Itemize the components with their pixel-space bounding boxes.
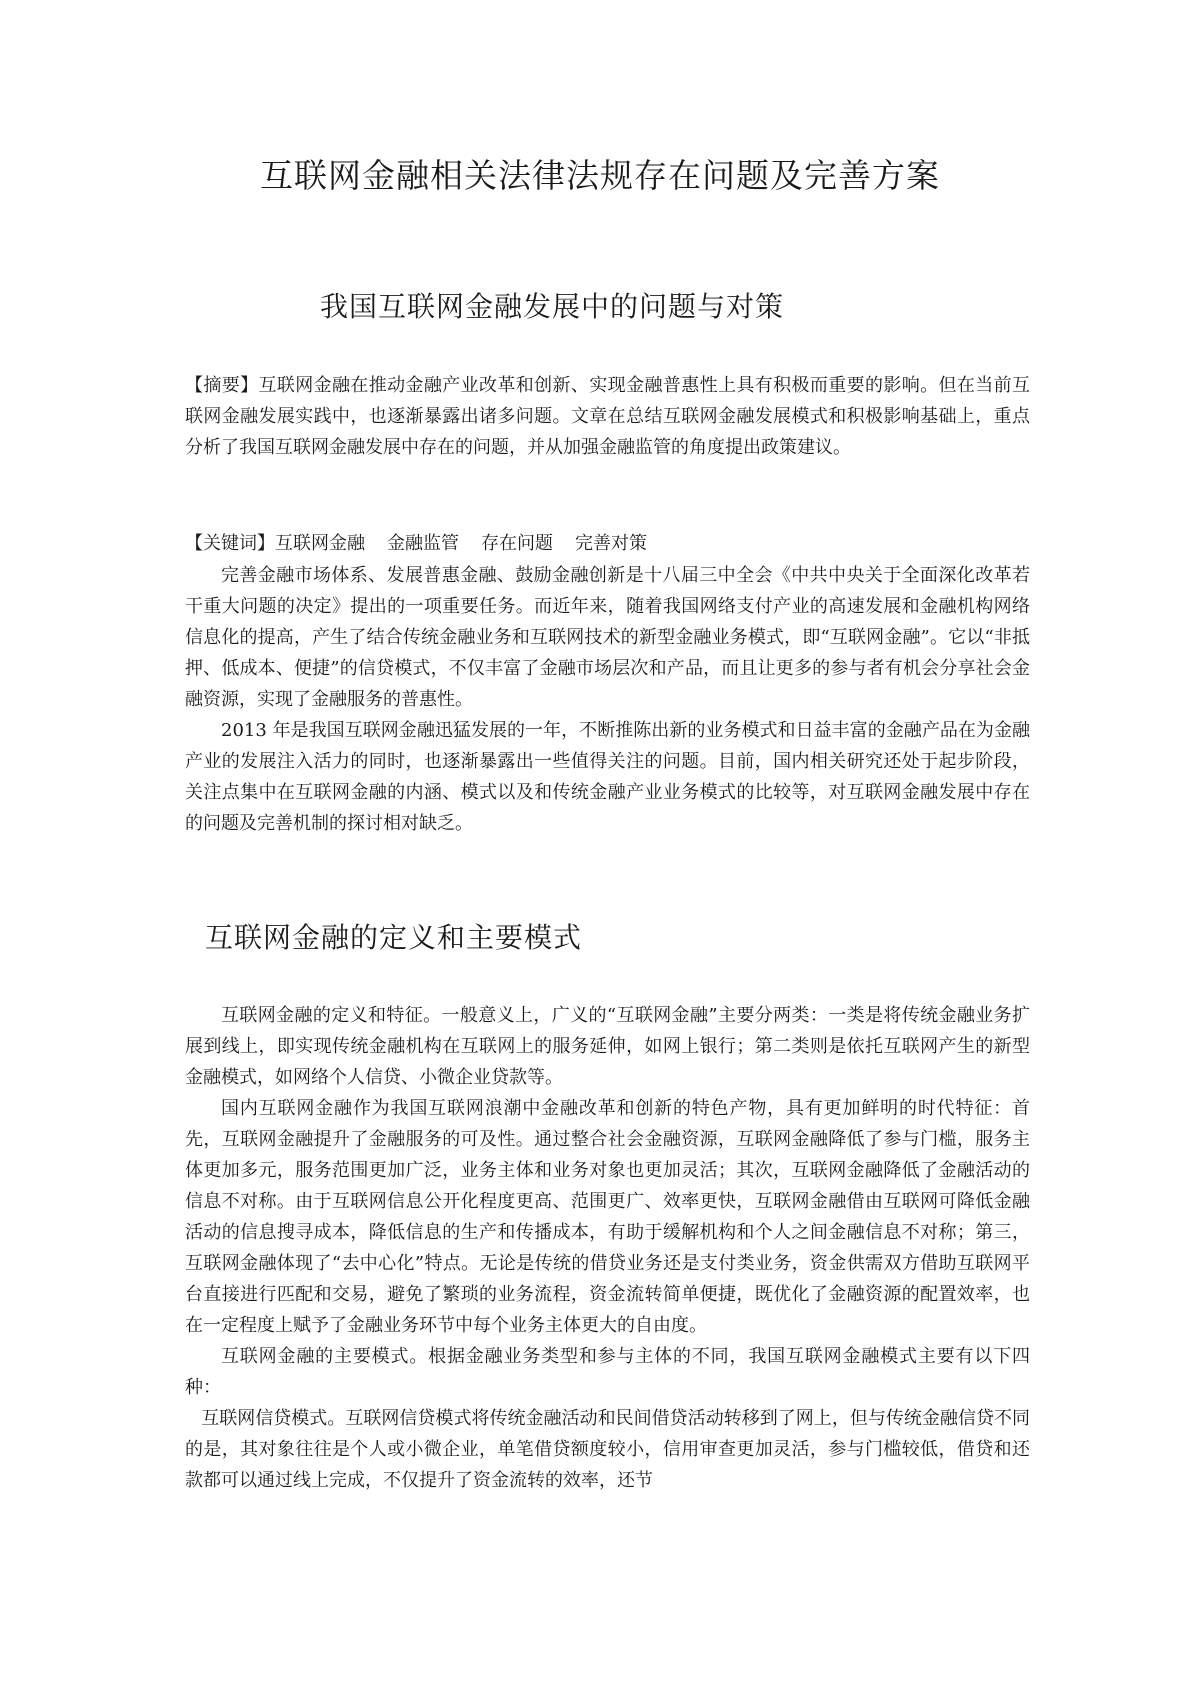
section-paragraph: 互联网信贷模式。互联网信贷模式将传统金融活动和民间借贷活动转移到了网上，但与传统金融信贷不同的是，其对象往往是个人或小微企业，单笔借贷额度较小，信用审查更加灵活，参与门槛较低，借贷和还款都可以通过线上完成，不仅提升了资金流转的效率，还节 bbox=[185, 1408, 1030, 1491]
keyword: 存在问题 bbox=[481, 533, 553, 554]
section-paragraph: 国内互联网金融作为我国互联网浪潮中金融改革和创新的特色产物，具有更加鲜明的时代特征：首先，互联网金融提升了金融服务的可及性。通过整合社会金融资源，互联网金融降低了参与门槛，服务主体更加多元，服务范围更加广泛，业务主体和业务对象也更加灵活；其次，互联网金融降低了金融活动的信息不对称。由于互联网信息公开化程度更高、范围更广、效率更快，互联网金融借由互联网可降低金融活动的信息搜寻成本，降低信息的生产和传播成本，有助于缓解机构和个人之间金融信息不对称；第三，互联网金融体现了“去中心化”特点。无论是传统的借贷业务还是支付类业务，资金供需双方借助互联网平台直接进行匹配和交易，避免了繁琐的业务流程，资金流转简单便捷，既优化了金融资源的配置效率，也在一定程度上赋予了金融业务环节中每个业务主体更大的自由度。 bbox=[185, 1098, 1030, 1336]
section-body bbox=[185, 1000, 1030, 1496]
intro-paragraph: 完善金融市场体系、发展普惠金融、鼓励金融创新是十八届三中全会《中共中央关于全面深化改革若干重大问题的决定》提出的一项重要任务。而近年来，随着我国网络支付产业的高速发展和金融机构网络信息化的提高，产生了结合传统金融业务和互联网技术的新型金融业务模式，即“互联网金融”。它以“非抵押、低成本、便捷”的信贷模式，不仅丰富了金融市场层次和产品，而且让更多的参与者有机会分享社会金融资源，实现了金融服务的普惠性。 bbox=[185, 565, 1030, 710]
keyword: 金融监管 bbox=[387, 533, 459, 554]
section-paragraph: 互联网金融的主要模式。根据金融业务类型和参与主体的不同，我国互联网金融模式主要有以下四种： bbox=[185, 1346, 1030, 1398]
document-title: 互联网金融相关法律法规存在问题及完善方案 bbox=[260, 156, 940, 195]
keyword: 互联网金融 bbox=[275, 533, 365, 554]
abstract: 【摘要】互联网金融在推动金融产业改革和创新、实现金融普惠性上具有积极而重要的影响。但在当前互联网金融发展实践中，也逐渐暴露出诸多问题。文章在总结互联网金融发展模式和积极影响基础上，重点分析了我国互联网金融发展中存在的问题，并从加强金融监管的角度提出政策建议。 bbox=[185, 375, 1030, 458]
intro-section bbox=[185, 560, 1030, 839]
intro-paragraph: 2013 年是我国互联网金融迅猛发展的一年，不断推陈出新的业务模式和日益丰富的金融产品在为金融产业的发展注入活力的同时，也逐渐暴露出一些值得关注的问题。目前，国内相关研究还处于起步阶段，关注点集中在互联网金融的内涵、模式以及和传统金融产业业务模式的比较等，对互联网金融发展中存在的问题及完善机制的探讨相对缺乏。 bbox=[185, 720, 1030, 834]
document-subtitle: 我国互联网金融发展中的问题与对策 bbox=[320, 290, 785, 323]
keyword: 完善对策 bbox=[575, 533, 647, 554]
section-heading: 互联网金融的定义和主要模式 bbox=[205, 921, 583, 954]
keywords-line bbox=[185, 528, 1030, 559]
section-paragraph: 互联网金融的定义和特征。一般意义上，广义的“互联网金融”主要分两类：一类是将传统金融业务扩展到线上，即实现传统金融机构在互联网上的服务延伸，如网上银行；第二类则是依托互联网产生的新型金融模式，如网络个人信贷、小微企业贷款等。 bbox=[185, 1005, 1030, 1088]
keywords-label: 【关键词】 bbox=[185, 533, 275, 554]
